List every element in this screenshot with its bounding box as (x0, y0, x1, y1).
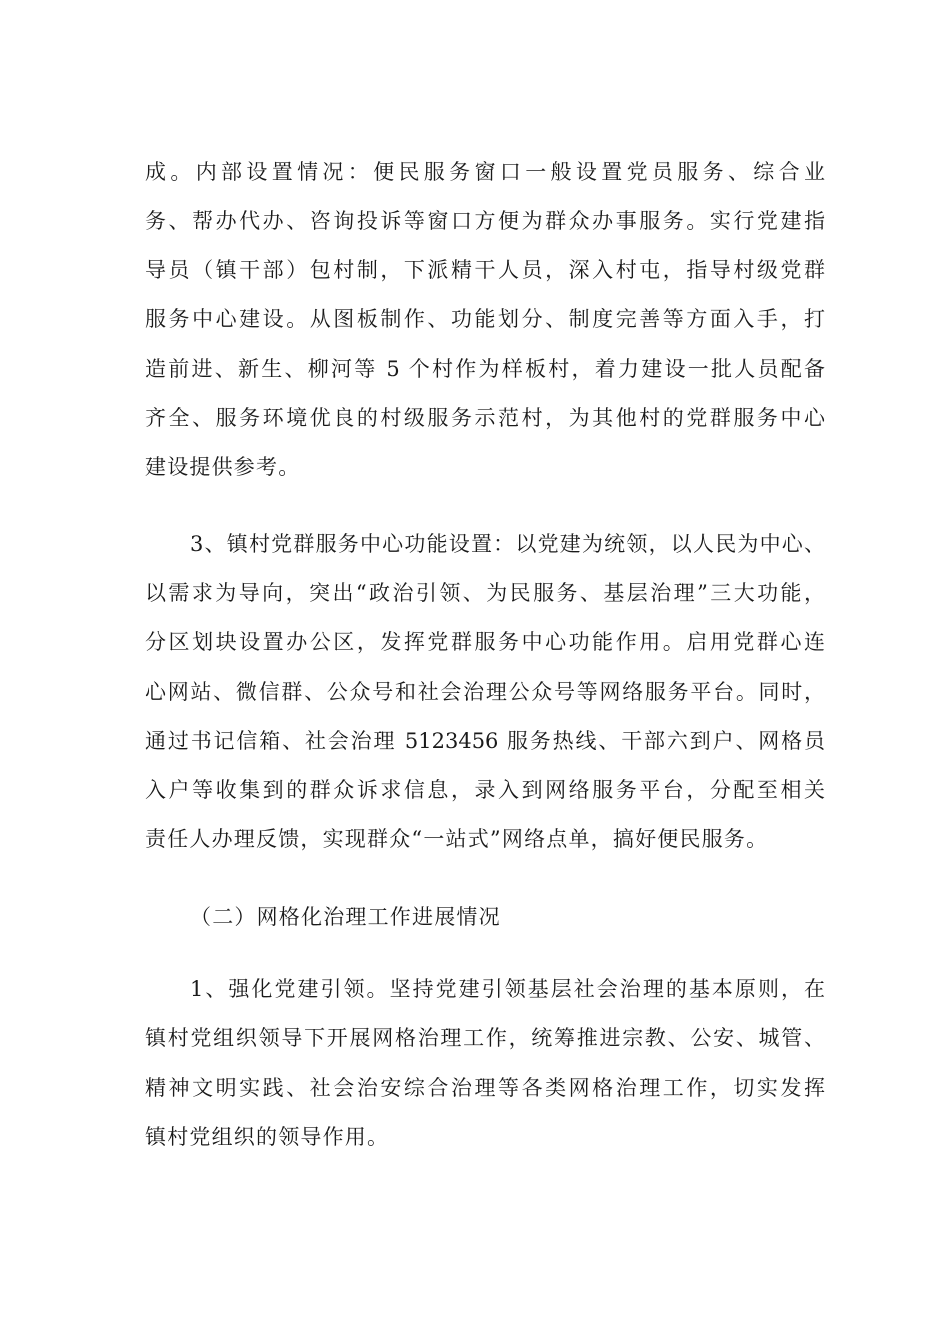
section-heading: （二）网格化治理工作进展情况 (190, 905, 501, 929)
paragraph-line: 以需求为导向，突出“政治引领、为民服务、基层治理”三大功能， (145, 581, 825, 605)
paragraph-line: 分区划块设置办公区，发挥党群服务中心功能作用。启用党群心连 (145, 630, 825, 654)
paragraph-line: 心网站、微信群、公众号和社会治理公众号等网络服务平台。同时， (145, 680, 825, 704)
paragraph-line: 入户等收集到的群众诉求信息，录入到网络服务平台，分配至相关 (145, 778, 825, 802)
paragraph-line: 责任人办理反馈，实现群众“一站式”网络点单，搞好便民服务。 (145, 827, 769, 851)
paragraph-line: 导员（镇干部）包村制，下派精干人员，深入村屯，指导村级党群 (145, 258, 825, 282)
paragraph-line: 镇村党组织领导下开展网格治理工作，统筹推进宗教、公安、城管、 (145, 1026, 825, 1050)
paragraph-line: 3、镇村党群服务中心功能设置：以党建为统领，以人民为中心、 (190, 532, 825, 556)
paragraph-line: 成。内部设置情况：便民服务窗口一般设置党员服务、综合业 (145, 160, 825, 184)
paragraph-line: 齐全、服务环境优良的村级服务示范村，为其他村的党群服务中心 (145, 406, 825, 430)
paragraph-line: 造前进、新生、柳河等 5 个村作为样板村，着力建设一批人员配备 (145, 357, 825, 381)
paragraph-line: 务、帮办代办、咨询投诉等窗口方便为群众办事服务。实行党建指 (145, 209, 825, 233)
paragraph-line: 通过书记信箱、社会治理 5123456 服务热线、干部六到户、网格员 (145, 729, 825, 753)
paragraph-line: 镇村党组织的领导作用。 (145, 1125, 390, 1149)
paragraph-line: 精神文明实践、社会治安综合治理等各类网格治理工作，切实发挥 (145, 1076, 825, 1100)
paragraph-line: 建设提供参考。 (145, 455, 301, 479)
paragraph-line: 服务中心建设。从图板制作、功能划分、制度完善等方面入手，打 (145, 307, 825, 331)
paragraph-line: 1、强化党建引领。坚持党建引领基层社会治理的基本原则，在 (190, 977, 825, 1001)
